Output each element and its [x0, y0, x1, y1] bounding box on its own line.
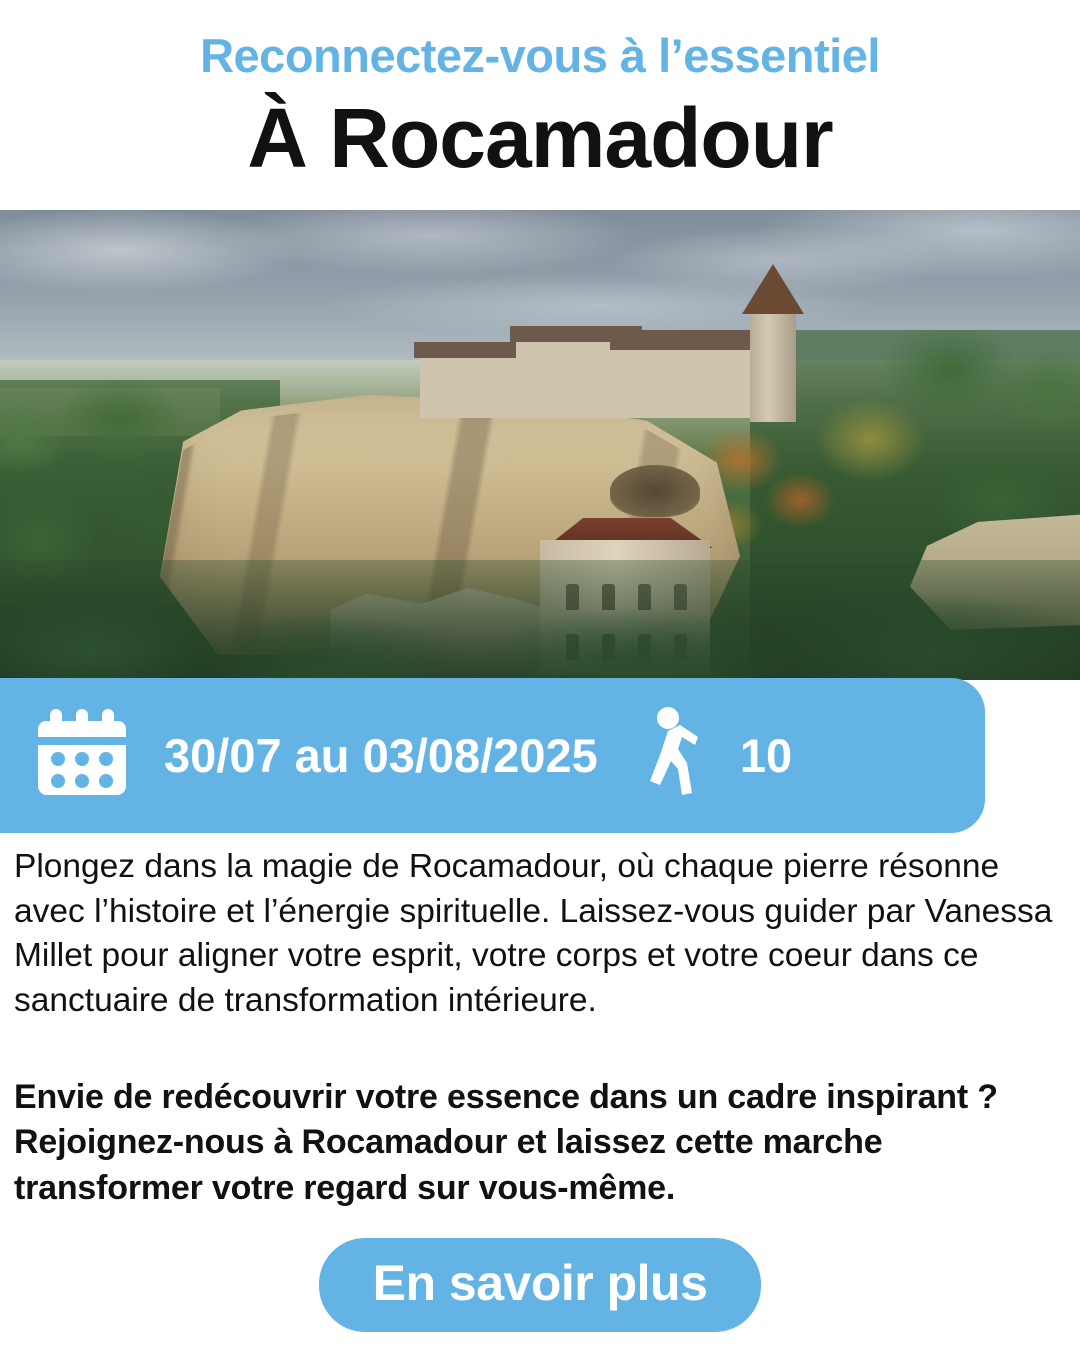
poster-header [0, 0, 1080, 185]
kicker-text: Reconnectez-vous à l’essentiel [200, 29, 880, 82]
tower-roof [742, 264, 804, 314]
hilltop-village [420, 310, 840, 420]
hero-image [0, 210, 1080, 680]
description-paragraph: Plongez dans la magie de Rocamadour, où chaque pierre résonne avec l’histoire et l’énergie spirituelle. Laissez-vous guider par Vanessa Millet pour aligner votre esprit, votre corps et votre coeur dans ce sanctuaire de transformation intérieure. [14, 848, 1053, 1019]
roof [610, 330, 772, 350]
castle-tower [750, 310, 796, 422]
trip-info-bar [0, 678, 985, 833]
trip-dates: 30/07 au 03/08/2025 [164, 729, 598, 782]
cliff-village-photo [0, 210, 1080, 680]
building [420, 356, 530, 418]
cliff-cave [610, 465, 700, 517]
foreground-foliage [0, 560, 1080, 680]
description-block [14, 845, 1066, 1211]
page-title: À Rocamadour [247, 90, 833, 185]
learn-more-button[interactable]: En savoir plus [319, 1238, 762, 1332]
calendar-icon [34, 707, 130, 804]
cta-row [0, 1238, 1080, 1332]
participant-count: 10 [739, 729, 793, 782]
walking-person-icon [638, 707, 700, 804]
building [616, 348, 766, 418]
call-to-action-paragraph: Envie de redécouvrir votre essence dans un cadre inspirant ? Rejoignez-nous à Rocamadour et laissez cette marche transformer votre regard sur vous-même. [14, 1078, 998, 1207]
